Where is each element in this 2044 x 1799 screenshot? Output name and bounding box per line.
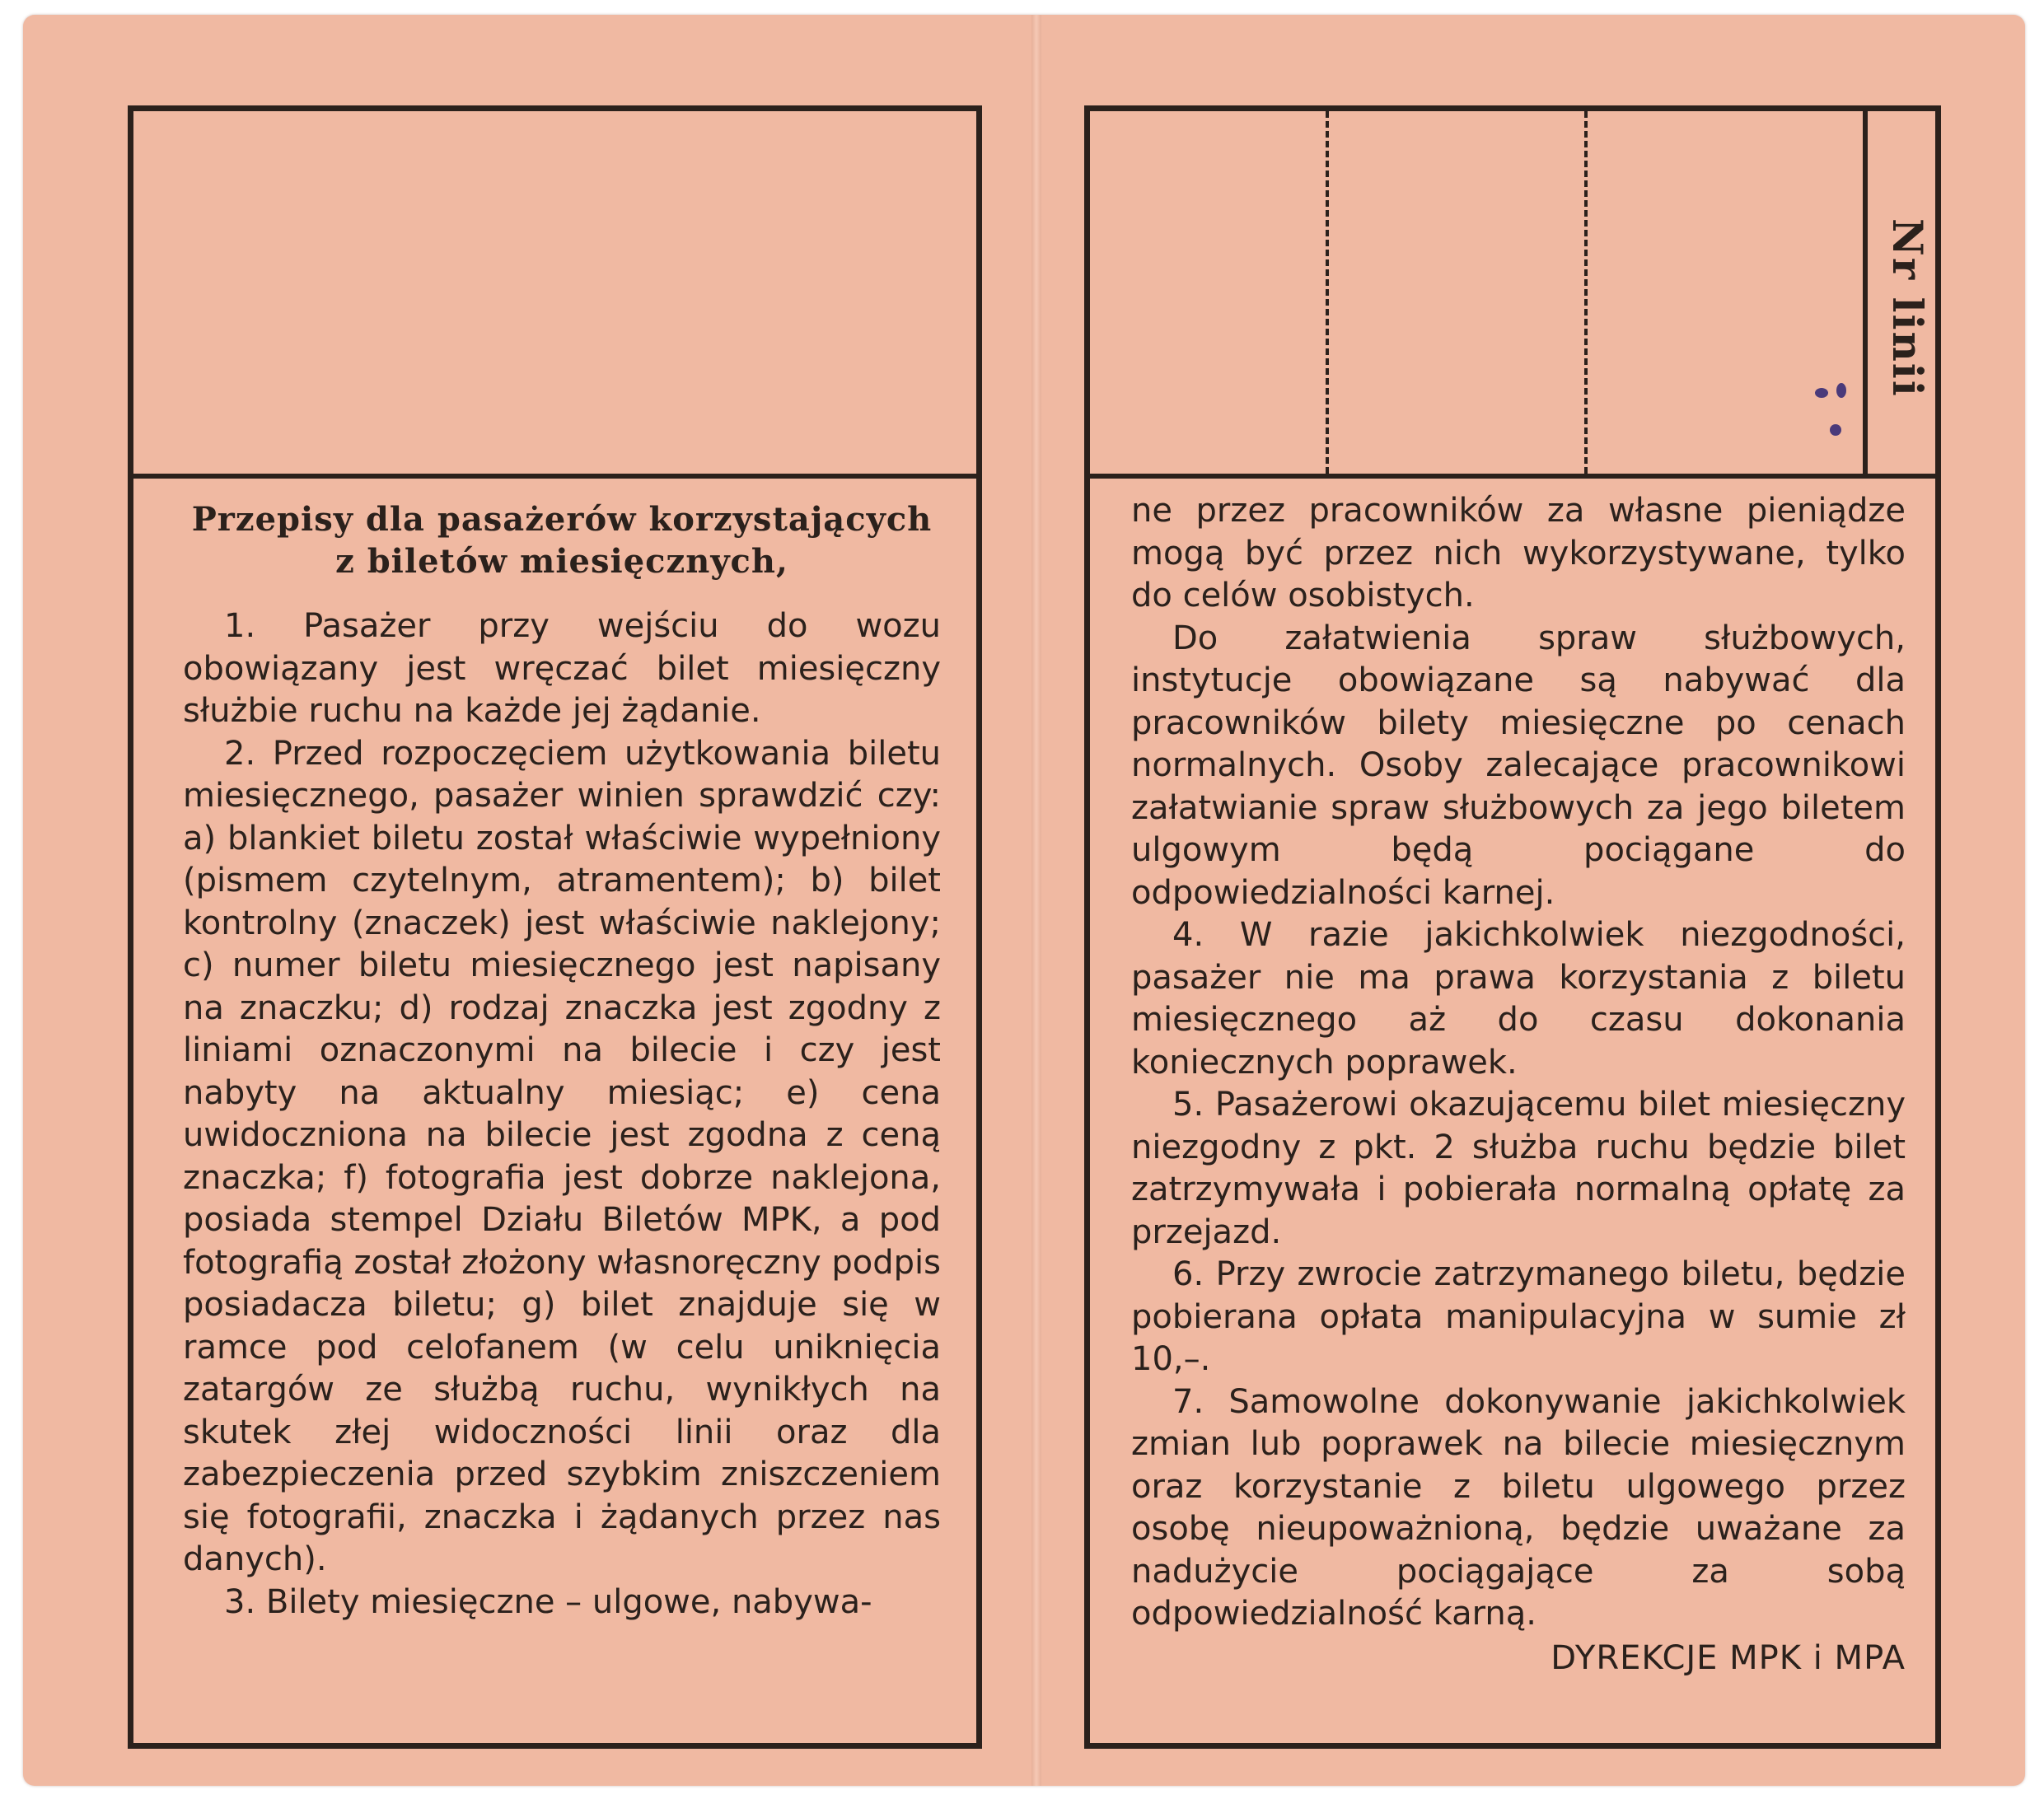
photo-area [133, 111, 976, 474]
rule-3-end: ne przez pracowników za własne pieniądze mogą być przez nich wykorzystywane, tylko do celów osobistych. [1131, 492, 1906, 614]
ink-stamp-mark [1830, 424, 1841, 436]
right-page-frame [1084, 105, 1941, 1749]
ink-stamp-mark [1836, 383, 1846, 398]
line-column-border [1863, 111, 1868, 474]
dashed-column-line-1 [1326, 111, 1329, 474]
line-number-box [1883, 202, 1939, 449]
rule-5: 5. Pasażerowi okazującemu bilet miesięczny niezgodny z pkt. 2 służba ruchu będzie bilet zatrzymywała i pobierała normalną opłatę za przejazd. [1131, 1086, 1906, 1251]
left-text-column [183, 498, 941, 1624]
ink-stamp-mark [1815, 388, 1828, 398]
signature: DYREKCJE MPK i MPA [1551, 1638, 1906, 1677]
left-page-frame [128, 105, 982, 1749]
line-number-label: Nr linii [1883, 218, 1932, 398]
rule-2: 2. Przed rozpoczęciem użytkowania biletu miesięcznego, pasażer winien sprawdzić czy: a) blankiet biletu został właściwie wypełniony (pismem czytelnym, atramentem); b) bilet kontrolny (znaczek) jest właściwie naklejony; c) numer biletu miesięcznego jest napisany na znaczku; d) rodzaj znaczka jest zgodny z liniami oznaczonymi na bilecie i czy jest nabyty na aktualny miesiąc; e) cena uwidoczniona na bilecie jest zgodna z ceną znaczka; f) fotografia jest dobrze naklejona, posiada stempel Działu Biletów MPK, a pod fotografią został złożony własnoręczny podpis posiadacza biletu; g) bilet znajduje się w ramce pod celofanem (w celu uniknięcia zatargów ze służbą ruchu, wynikłych na skutek złej widoczności linii oraz dla zabezpieczenia przed szybkim zniszczeniem się fotografii, znaczka i żądanych przez nas danych). [183, 734, 941, 1578]
left-divider [133, 474, 976, 479]
rule-3-start: 3. Bilety miesięczne – ulgowe, nabywa- [224, 1582, 872, 1621]
right-text-column [1131, 490, 1906, 1680]
rule-3-institutions: Do załatwienia spraw służbowych, instytucje obowiązane są nabywać dla pracowników bilety miesięczne po cenach normalnych. Osoby zalecające pracownikowi załatwianie spraw służbowych za jego biletem ulgowym będą pociągane do odpowiedzialności karnej. [1131, 619, 1906, 912]
center-fold [1031, 15, 1041, 1786]
rule-7: 7. Samowolne dokonywanie jakichkolwiek zmian lub poprawek na bilecie miesięcznym oraz korzystanie z biletu ulgowego przez osobę nieupoważnioną, będzie uważane za nadużycie pociągające za sobą odpowiedzialność karną. [1131, 1382, 1906, 1633]
right-divider [1090, 474, 1935, 479]
rules-heading: Przepisy dla pasażerów korzystających z biletów miesięcznych, [191, 500, 933, 581]
rule-1: 1. Pasażer przy wejściu do wozu obowiązany jest wręczać bilet miesięczny służbie ruchu na każde jej żądanie. [183, 607, 941, 730]
dashed-column-line-2 [1584, 111, 1588, 474]
rule-4: 4. W razie jakichkolwiek niezgodności, pasażer nie ma prawa korzystania z biletu miesięcznego aż do czasu dokonania koniecznych poprawek. [1131, 916, 1906, 1082]
ticket-card [23, 15, 2025, 1786]
rule-6: 6. Przy zwrocie zatrzymanego biletu, będzie pobierana opłata manipulacyjna w sumie zł 10,–. [1131, 1255, 1906, 1378]
